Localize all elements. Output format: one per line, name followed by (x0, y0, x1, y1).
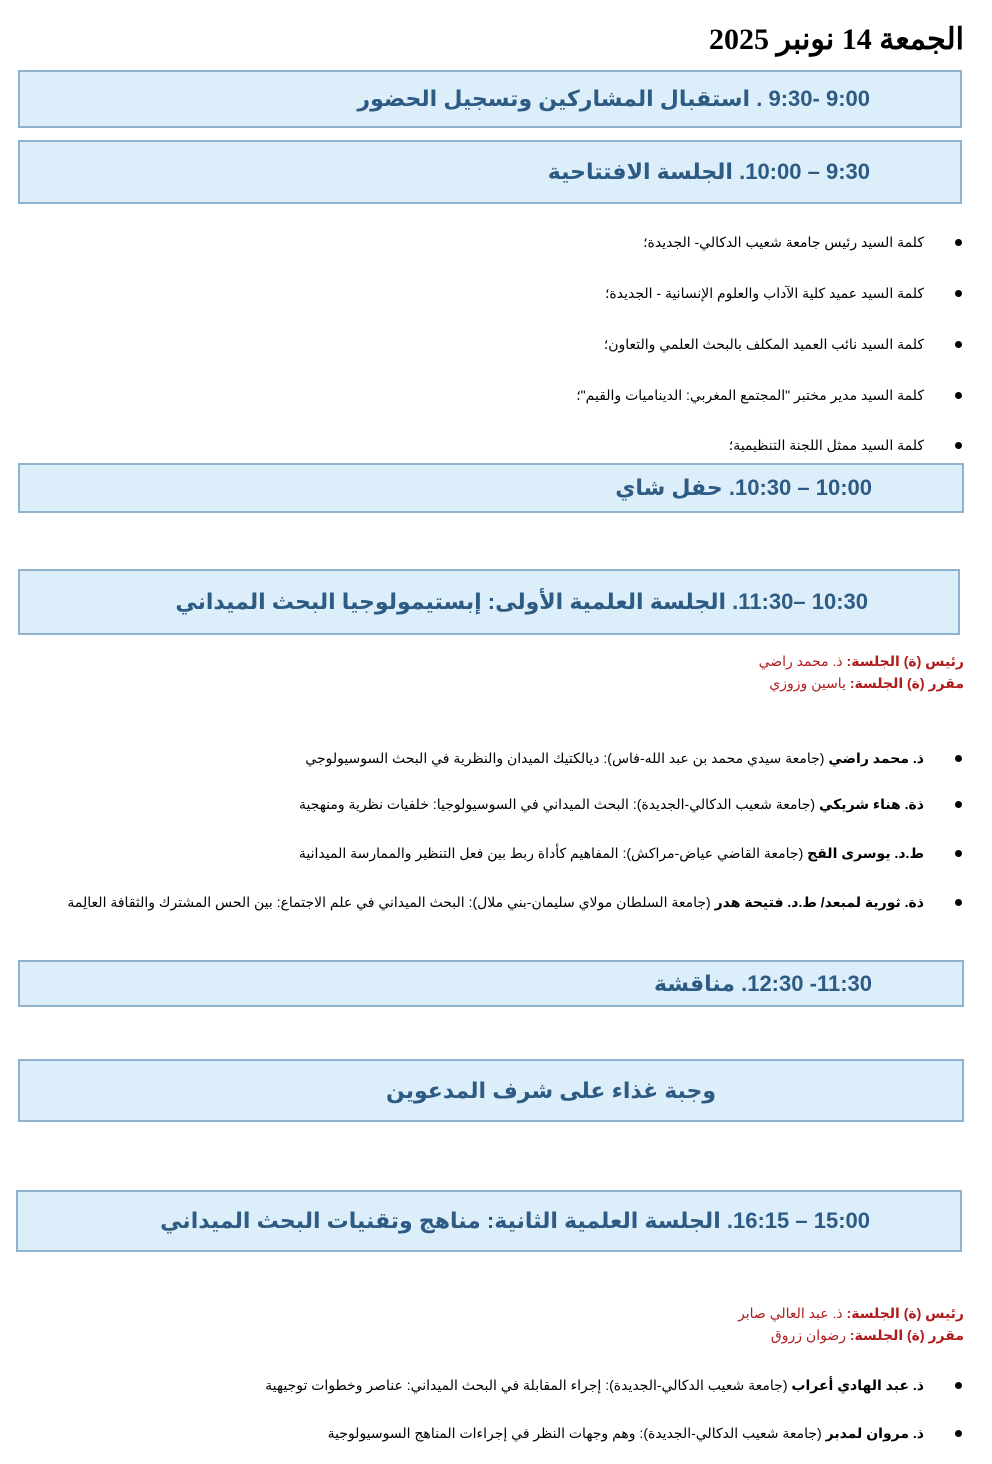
list-item: ط.د. يوسرى القج (جامعة القاضي عياض-مراكش): المفاهيم كأداة ربط بين فعل التنظير والممارسة الميدانية (20, 843, 962, 864)
list-item: ذة. هناء شريكي (جامعة شعيب الدكالي-الجديدة): البحث الميداني في السوسيولوجيا: خلفيات نظرية ومنهجية (20, 794, 962, 815)
list-item: كلمة السيد نائب العميد المكلف بالبحث العلمي والتعاون؛ (20, 334, 962, 355)
session-box-first (18, 569, 960, 635)
second-session-rapporteur: مقرر (ة) الجلسة: رضوان زروق (770, 1327, 964, 1343)
list-item: كلمة السيد مدير مختبر "المجتمع المغربي: الديناميات والقيم"؛ (20, 385, 962, 406)
list-item: كلمة السيد رئيس جامعة شعيب الدكالي- الجديدة؛ (20, 232, 962, 253)
list-item: كلمة السيد عميد كلية الآداب والعلوم الإنسانية - الجديدة؛ (20, 283, 962, 304)
first-session-rapporteur: مقرر (ة) الجلسة: ياسين وزوزي (769, 675, 964, 691)
second-session-chair: رئيس (ة) الجلسة: ذ. عبد العالي صابر (738, 1305, 964, 1321)
list-item: كلمة السيد ممثل اللجنة التنظيمية؛ (20, 435, 962, 456)
session-title: 9:30 – 10:00. الجلسة الافتتاحية (547, 159, 870, 184)
session-title: 15:00 – 16:15. الجلسة العلمية الثانية: مناهج وتقنيات البحث الميداني (160, 1208, 870, 1233)
list-item: ذ. مروان لمدبر (جامعة شعيب الدكالي-الجديدة): وهم وجهات النظر في إجراءات المناهج السوسيولوجية (20, 1423, 962, 1444)
list-item: ذة. ثورية لمبعد/ ط.د. فتيحة هدر (جامعة السلطان مولاي سليمان-بني ملال): البحث الميداني في علم الاجتماع: بين الحس المشترك والثقافة العالِمة (20, 892, 962, 913)
session-box-discussion (18, 960, 964, 1007)
session-box-lunch (18, 1059, 964, 1122)
session-box-reception (18, 70, 962, 128)
page-title: الجمعة 14 نونبر 2025 (708, 23, 964, 56)
first-session-chair: رئيس (ة) الجلسة: ذ. محمد راضي (758, 653, 964, 669)
session-title: 10:30 –11:30. الجلسة العلمية الأولى: إبستيمولوجيا البحث الميداني (175, 589, 868, 614)
bullet-icon (955, 850, 962, 857)
bullet-icon (955, 341, 962, 348)
bullet-icon (955, 801, 962, 808)
bullet-icon (955, 1430, 962, 1437)
list-item: ذ. محمد راضي (جامعة سيدي محمد بن عبد الله-فاس): ديالكتيك الميدان والنظرية في البحث السوسيولوجي (20, 748, 962, 769)
session-box-opening (18, 140, 962, 204)
bullet-icon (955, 290, 962, 297)
session-title: 10:00 – 10:30. حفل شاي (615, 475, 872, 500)
bullet-icon (955, 442, 962, 449)
bullet-icon (955, 899, 962, 906)
session-title: وجبة غذاء على شرف المدعوين (385, 1077, 717, 1103)
bullet-icon (955, 755, 962, 762)
bullet-icon (955, 392, 962, 399)
session-box-tea (18, 463, 964, 513)
bullet-icon (955, 239, 962, 246)
list-item: ذ. عبد الهادي أعراب (جامعة شعيب الدكالي-الجديدة): إجراء المقابلة في البحث الميداني: عناصر وخطوات توجيهية (20, 1375, 962, 1396)
session-title: 9:00 -9:30 . استقبال المشاركين وتسجيل الحضور (357, 86, 870, 111)
bullet-icon (955, 1382, 962, 1389)
session-box-second (16, 1190, 962, 1252)
session-title: 11:30- 12:30. مناقشة (653, 970, 872, 996)
